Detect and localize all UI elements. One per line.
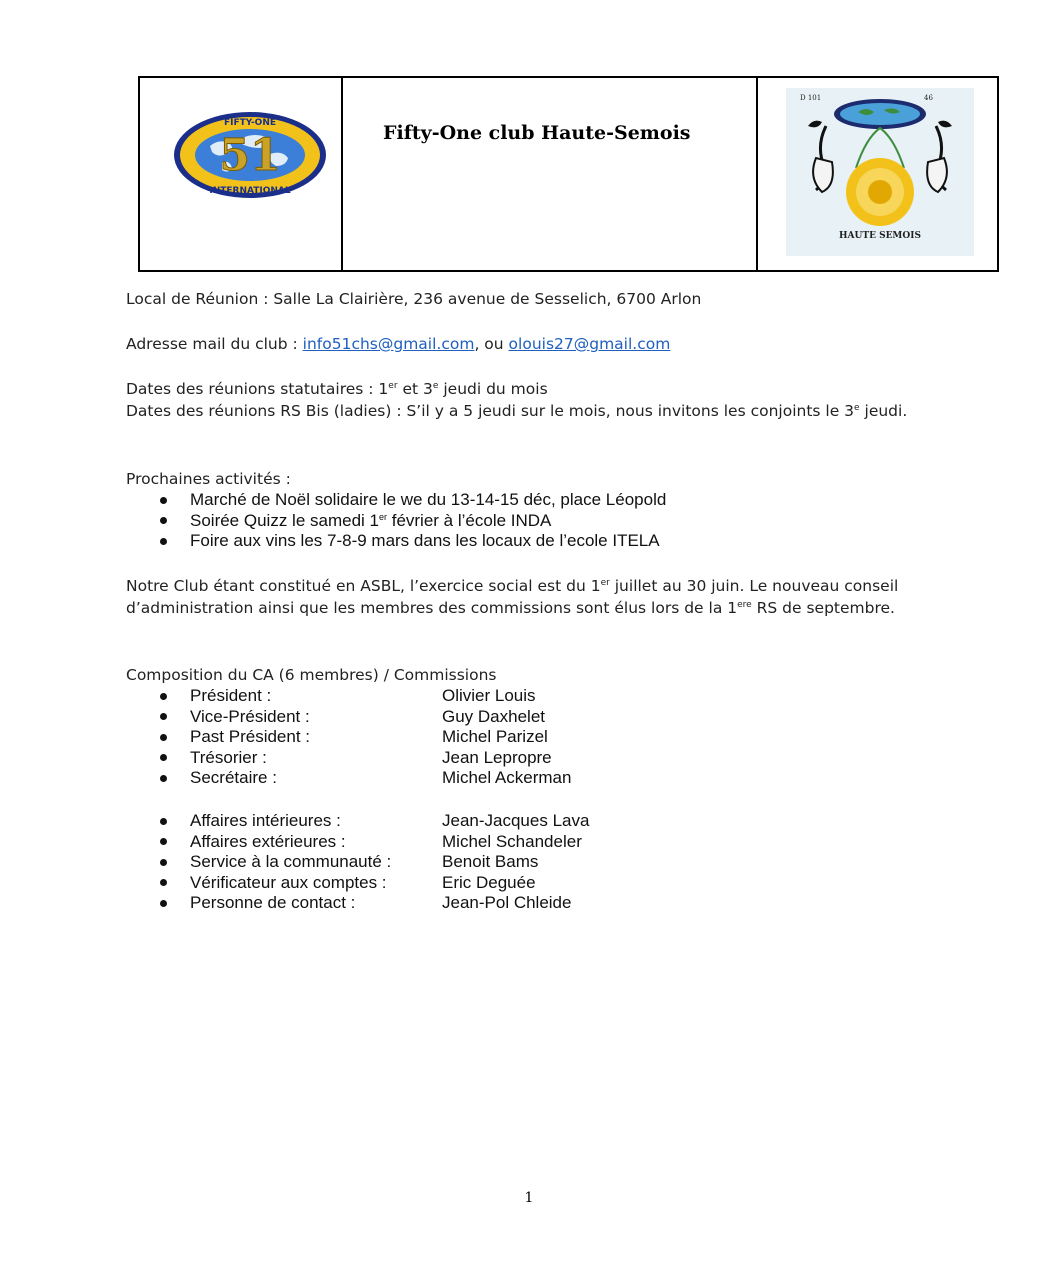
member-role: Past Président : [190,727,311,747]
board-member-row [158,707,571,728]
member-name: Michel Ackerman [442,768,572,788]
activities-list [158,490,666,552]
statutory-meetings [126,378,548,400]
logo-top-text: FIFTY-ONE [223,118,277,128]
commission-row [158,811,589,832]
composition-heading: Composition du CA (6 membres) / Commissions [126,666,497,684]
statutory-text-end: jeudi du mois [438,380,548,398]
statutory-text: Dates des réunions statutaires : 1 [126,380,389,398]
bullet-icon [160,900,167,907]
title-cell [343,78,758,270]
activity-item [158,531,666,552]
board-member-row [158,768,571,789]
bullet-icon [160,734,167,741]
statutory-sup-2: e [432,381,439,391]
club-title: Fifty-One club Haute-Semois [383,122,691,144]
commission-role: Service à la communauté : [190,852,392,872]
email-separator: , ou [474,335,509,353]
logo-number: 51 [219,130,281,181]
member-role: Secrétaire : [190,768,277,788]
meeting-place: Local de Réunion : Salle La Clairière, 236 avenue de Sesselich, 6700 Arlon [126,290,702,308]
commission-role: Vérificateur aux comptes : [190,872,387,892]
member-role: Vice-Président : [190,706,310,726]
member-name: Guy Daxhelet [442,706,545,726]
bullet-icon [160,713,167,720]
bullet-icon [160,538,167,545]
emblem-caption: HAUTE SEMOIS [839,231,921,241]
bullet-icon [160,497,167,504]
board-list [158,686,571,789]
board-member-row [158,686,571,707]
bullet-icon [160,517,167,524]
commission-name: Michel Schandeler [442,831,582,851]
member-role: Trésorier : [190,747,267,767]
emblem-district: D 101 [800,94,822,102]
haute-semois-emblem [786,88,974,256]
commission-name: Jean-Jacques Lava [442,811,590,831]
member-name: Michel Parizel [442,727,548,747]
email-link-primary[interactable]: info51chs@gmail.com [302,335,475,353]
bullet-icon [160,818,167,825]
header-table [138,76,999,272]
commission-row [158,852,589,873]
rsbis-sup: e [854,403,860,413]
commission-row [158,873,589,894]
activity-sup: er [378,511,387,522]
asbl-sup-1: er [600,578,610,588]
activity-item [158,511,666,532]
commission-row [158,832,589,853]
commission-name: Jean-Pol Chleide [442,893,572,913]
asbl-paragraph [126,575,946,619]
bullet-icon [160,859,167,866]
logo-cell-left [140,78,343,270]
member-name: Jean Lepropre [442,747,552,767]
member-role: Président : [190,686,272,706]
commissions-list [158,811,589,914]
activity-text: Foire aux vins les 7-8-9 mars dans les locaux de l’ecole ITELA [190,531,660,551]
commission-role: Personne de contact : [190,893,356,913]
commission-role: Affaires extérieures : [190,831,346,851]
rsbis-text-end: jeudi. [859,402,908,420]
logo-bottom-text: INTERNATIONAL [209,186,291,196]
bullet-icon [160,775,167,782]
activity-text [190,511,551,531]
statutory-sup-1: er [388,381,398,391]
member-name: Olivier Louis [442,686,536,706]
bullet-icon [160,838,167,845]
bullet-icon [160,754,167,761]
bullet-icon [160,879,167,886]
asbl-text-2: juillet au 30 juin. Le nouveau conseil d’administration ainsi que les membres des commissions sont élus lors de la 1 [126,577,899,617]
activities-heading: Prochaines activités : [126,470,291,488]
activity-text: Marché de Noël solidaire le we du 13-14-15 déc, place Léopold [190,490,667,510]
logo-cell-right [758,78,997,270]
asbl-sup-2: ere [737,600,752,610]
asbl-text-1: Notre Club étant constitué en ASBL, l’exercice social est du 1 [126,577,601,595]
emblem-club-number: 46 [924,94,933,102]
activity-text-suffix: février à l’école INDA [387,510,552,530]
board-member-row [158,748,571,769]
commission-name: Benoit Bams [442,852,539,872]
commission-row [158,893,589,914]
board-member-row [158,727,571,748]
page-number: 1 [524,1190,534,1206]
email-label: Adresse mail du club : [126,335,303,353]
activity-item [158,490,666,511]
email-link-secondary[interactable]: olouis27@gmail.com [508,335,671,353]
asbl-text-3: RS de septembre. [751,599,895,617]
commission-name: Eric Deguée [442,872,536,892]
rsbis-meetings [126,400,946,422]
activity-text-prefix: Soirée Quizz le samedi 1 [190,510,379,530]
bullet-icon [160,693,167,700]
statutory-text-mid: et 3 [397,380,433,398]
rsbis-text: Dates des réunions RS Bis (ladies) : S’il y a 5 jeudi sur le mois, nous invitons les conjoints le 3 [126,402,855,420]
fifty-one-international-logo [172,110,328,200]
email-line [126,333,670,355]
commission-role: Affaires intérieures : [190,811,341,831]
